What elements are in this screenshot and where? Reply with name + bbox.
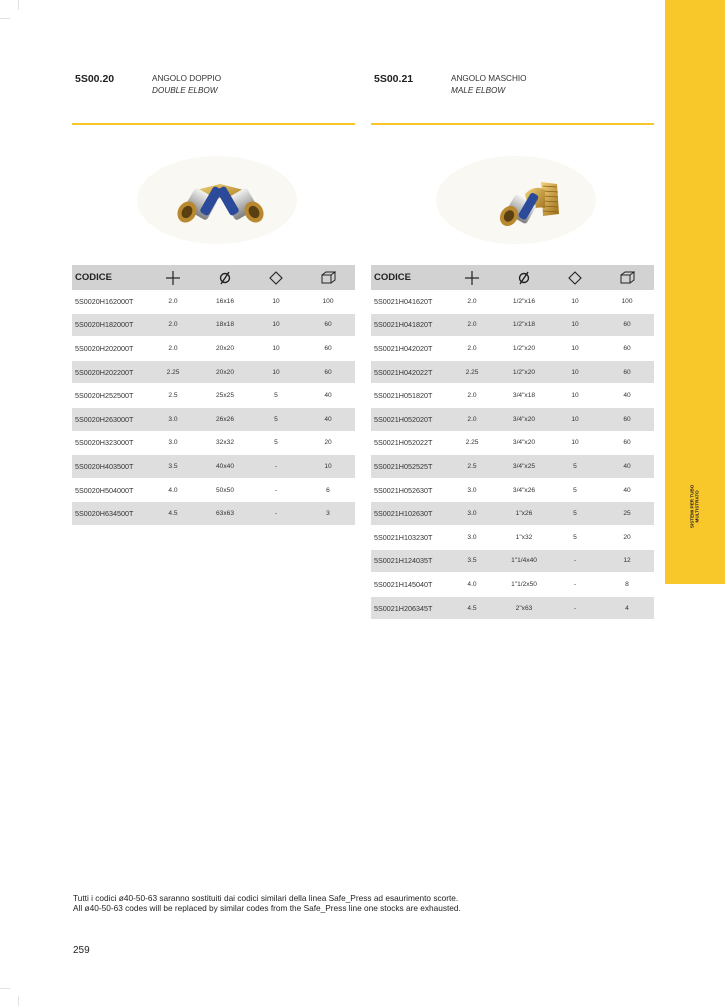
- cell-box: 60: [301, 360, 355, 384]
- cell-box: 100: [301, 290, 355, 313]
- table-row: [72, 478, 355, 502]
- cell-code: 5S0020H202200T: [72, 360, 147, 384]
- cell-box: 40: [301, 384, 355, 408]
- column-header-box: [301, 265, 355, 290]
- cell-box: 20: [301, 431, 355, 455]
- cell-thickness: 4.0: [446, 573, 498, 597]
- cell-diameter: 18x18: [199, 313, 251, 337]
- cell-thickness: 4.5: [147, 502, 199, 526]
- cell-diameter: 1"x32: [498, 525, 550, 549]
- cell-pack: 10: [550, 313, 600, 337]
- cell-box: 60: [600, 360, 654, 384]
- cell-pack: -: [251, 502, 301, 526]
- table-row: [371, 384, 654, 408]
- cell-pack: 10: [251, 360, 301, 384]
- table-row: [72, 337, 355, 361]
- cell-code: 5S0021H051820T: [371, 384, 446, 408]
- cell-thickness: 2.0: [147, 337, 199, 361]
- cell-diameter: 16x16: [199, 290, 251, 313]
- cell-diameter: 1/2"x16: [498, 290, 550, 313]
- cell-code: 5S0021H052525T: [371, 455, 446, 479]
- cell-code: 5S0020H202000T: [72, 337, 147, 361]
- product-header: [72, 72, 355, 102]
- cell-pack: 10: [550, 290, 600, 313]
- cell-diameter: 2"x63: [498, 596, 550, 620]
- cell-diameter: 20x20: [199, 360, 251, 384]
- cell-pack: 10: [251, 313, 301, 337]
- cell-diameter: 63x63: [199, 502, 251, 526]
- footnote-en: All ø40-50-63 codes will be replaced by similar codes from the Safe_Press line one stocks are exhausted.: [73, 903, 461, 914]
- column-header-diameter: [498, 265, 550, 290]
- cell-pack: 10: [251, 337, 301, 361]
- table-header-row: [371, 265, 654, 290]
- table-row: [72, 313, 355, 337]
- cell-box: 40: [600, 384, 654, 408]
- section-tab-label: [688, 476, 702, 536]
- cell-code: 5S0021H145040T: [371, 573, 446, 597]
- cell-pack: 10: [550, 431, 600, 455]
- product-title-en: MALE ELBOW: [451, 86, 506, 95]
- column-header-codice: CODICE: [371, 265, 446, 290]
- column-header-box: [600, 265, 654, 290]
- column-header-codice: CODICE: [72, 265, 147, 290]
- crop-mark: [18, 996, 19, 1006]
- cell-pack: 5: [251, 407, 301, 431]
- column-header-pack: [251, 265, 301, 290]
- cell-code: 5S0020H182000T: [72, 313, 147, 337]
- plus-icon: [166, 271, 180, 285]
- cell-box: 4: [600, 596, 654, 620]
- cell-box: 25: [600, 502, 654, 526]
- cell-thickness: 2.25: [147, 360, 199, 384]
- product-title-it: ANGOLO MASCHIO: [451, 74, 527, 83]
- section-tab-line2: MULTISTRATO: [695, 489, 701, 523]
- cell-diameter: 3/4"x20: [498, 407, 550, 431]
- table-row: [371, 573, 654, 597]
- column-header-thickness: [147, 265, 199, 290]
- cell-box: 40: [301, 407, 355, 431]
- cell-thickness: 4.0: [147, 478, 199, 502]
- table-row: [72, 431, 355, 455]
- cell-thickness: 2.25: [446, 360, 498, 384]
- cell-code: 5S0020H504000T: [72, 478, 147, 502]
- cell-pack: 10: [550, 360, 600, 384]
- crop-mark: [18, 0, 19, 10]
- cell-code: 5S0021H052020T: [371, 407, 446, 431]
- cell-pack: -: [550, 596, 600, 620]
- cell-thickness: 2.5: [446, 455, 498, 479]
- cell-diameter: 32x32: [199, 431, 251, 455]
- cell-pack: 5: [550, 502, 600, 526]
- cell-code: 5S0021H042020T: [371, 337, 446, 361]
- cell-thickness: 2.25: [446, 431, 498, 455]
- cell-thickness: 3.0: [446, 525, 498, 549]
- cell-box: 3: [301, 502, 355, 526]
- product-code: 5S00.21: [374, 73, 414, 85]
- table-row: [72, 360, 355, 384]
- table-row: [371, 337, 654, 361]
- column-header-pack: [550, 265, 600, 290]
- cell-box: 10: [301, 455, 355, 479]
- cell-pack: 10: [550, 337, 600, 361]
- footnote: [73, 893, 461, 913]
- table-row: [371, 502, 654, 526]
- column-header-diameter: [199, 265, 251, 290]
- cell-pack: -: [251, 455, 301, 479]
- box-icon: [321, 271, 336, 284]
- cell-box: 8: [600, 573, 654, 597]
- table-row: [371, 431, 654, 455]
- cell-diameter: 1"x26: [498, 502, 550, 526]
- cell-code: 5S0020H252500T: [72, 384, 147, 408]
- cell-thickness: 2.0: [147, 313, 199, 337]
- cell-code: 5S0020H162000T: [72, 290, 147, 313]
- cell-code: 5S0020H263000T: [72, 407, 147, 431]
- table-row: [72, 455, 355, 479]
- table-row: [371, 478, 654, 502]
- table-row: [72, 407, 355, 431]
- cell-diameter: 1"1/2x50: [498, 573, 550, 597]
- accent-rule: [371, 123, 654, 125]
- male-elbow-photo: [421, 150, 611, 250]
- cell-code: 5S0021H102630T: [371, 502, 446, 526]
- table-row: [371, 360, 654, 384]
- cell-code: 5S0020H634500T: [72, 502, 147, 526]
- cell-diameter: 3/4"x26: [498, 478, 550, 502]
- crop-mark: [0, 18, 10, 19]
- double-elbow-photo: [122, 150, 312, 250]
- cell-thickness: 3.0: [446, 478, 498, 502]
- accent-rule: [72, 123, 355, 125]
- cell-thickness: 2.0: [147, 290, 199, 313]
- product-table: [72, 265, 355, 526]
- table-row: [371, 455, 654, 479]
- diameter-icon: [518, 271, 530, 285]
- section-tab-line1: SISTEMI PER TUBO: [689, 484, 695, 528]
- product-code: 5S00.20: [75, 73, 115, 85]
- diamond-icon: [269, 271, 283, 285]
- table-row: [371, 407, 654, 431]
- cell-thickness: 4.5: [446, 596, 498, 620]
- table-row: [72, 290, 355, 313]
- cell-code: 5S0020H403500T: [72, 455, 147, 479]
- cell-code: 5S0021H042022T: [371, 360, 446, 384]
- product-title-it: ANGOLO DOPPIO: [152, 74, 222, 83]
- table-header-row: [72, 265, 355, 290]
- cell-thickness: 2.0: [446, 407, 498, 431]
- table-row: [72, 502, 355, 526]
- cell-pack: 10: [550, 407, 600, 431]
- cell-box: 60: [600, 407, 654, 431]
- table-row: [371, 549, 654, 573]
- column-header-thickness: [446, 265, 498, 290]
- table-row: [371, 596, 654, 620]
- plus-icon: [465, 271, 479, 285]
- cell-box: 60: [301, 313, 355, 337]
- cell-thickness: 3.0: [147, 407, 199, 431]
- cell-box: 60: [600, 313, 654, 337]
- table-row: [371, 313, 654, 337]
- cell-diameter: 26x26: [199, 407, 251, 431]
- cell-pack: 10: [550, 384, 600, 408]
- cell-pack: 5: [251, 431, 301, 455]
- cell-thickness: 2.0: [446, 290, 498, 313]
- cell-box: 60: [600, 431, 654, 455]
- cell-box: 60: [301, 337, 355, 361]
- cell-thickness: 2.5: [147, 384, 199, 408]
- cell-code: 5S0020H323000T: [72, 431, 147, 455]
- cell-code: 5S0021H052630T: [371, 478, 446, 502]
- diamond-icon: [568, 271, 582, 285]
- cell-box: 12: [600, 549, 654, 573]
- cell-box: 40: [600, 478, 654, 502]
- cell-pack: 5: [550, 455, 600, 479]
- cell-diameter: 1/2"x20: [498, 337, 550, 361]
- cell-box: 60: [600, 337, 654, 361]
- product-table: [371, 265, 654, 620]
- cell-thickness: 3.0: [147, 431, 199, 455]
- cell-box: 6: [301, 478, 355, 502]
- cell-diameter: 3/4"x18: [498, 384, 550, 408]
- product-header: [371, 72, 654, 102]
- cell-pack: 5: [550, 525, 600, 549]
- box-icon: [620, 271, 635, 284]
- cell-code: 5S0021H041620T: [371, 290, 446, 313]
- product-title-en: DOUBLE ELBOW: [152, 86, 218, 95]
- cell-diameter: 1/2"x20: [498, 360, 550, 384]
- cell-diameter: 25x25: [199, 384, 251, 408]
- cell-diameter: 1"1/4x40: [498, 549, 550, 573]
- cell-diameter: 3/4"x25: [498, 455, 550, 479]
- cell-thickness: 2.0: [446, 384, 498, 408]
- cell-pack: 10: [251, 290, 301, 313]
- cell-box: 100: [600, 290, 654, 313]
- cell-pack: 5: [550, 478, 600, 502]
- cell-diameter: 1/2"x18: [498, 313, 550, 337]
- cell-thickness: 2.0: [446, 313, 498, 337]
- cell-box: 40: [600, 455, 654, 479]
- crop-mark: [0, 988, 10, 989]
- footnote-it: Tutti i codici ø40-50-63 saranno sostituiti dai codici similari della linea Safe_Press ad esaurimento scorte.: [73, 893, 459, 903]
- cell-thickness: 2.0: [446, 337, 498, 361]
- cell-code: 5S0021H041820T: [371, 313, 446, 337]
- cell-code: 5S0021H206345T: [371, 596, 446, 620]
- cell-diameter: 40x40: [199, 455, 251, 479]
- cell-code: 5S0021H124035T: [371, 549, 446, 573]
- page-number: 259: [73, 945, 90, 956]
- cell-pack: 5: [251, 384, 301, 408]
- cell-code: 5S0021H052022T: [371, 431, 446, 455]
- cell-pack: -: [251, 478, 301, 502]
- cell-code: 5S0021H103230T: [371, 525, 446, 549]
- cell-diameter: 50x50: [199, 478, 251, 502]
- cell-thickness: 3.5: [147, 455, 199, 479]
- table-row: [72, 384, 355, 408]
- cell-box: 20: [600, 525, 654, 549]
- cell-diameter: 20x20: [199, 337, 251, 361]
- cell-pack: -: [550, 549, 600, 573]
- table-row: [371, 525, 654, 549]
- cell-thickness: 3.5: [446, 549, 498, 573]
- table-row: [371, 290, 654, 313]
- cell-thickness: 3.0: [446, 502, 498, 526]
- diameter-icon: [219, 271, 231, 285]
- cell-diameter: 3/4"x20: [498, 431, 550, 455]
- cell-pack: -: [550, 573, 600, 597]
